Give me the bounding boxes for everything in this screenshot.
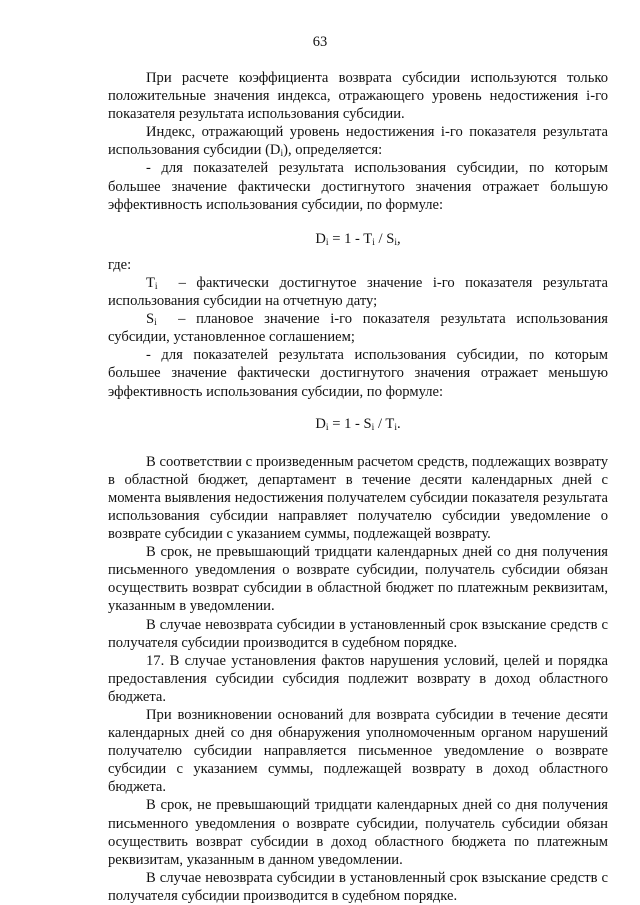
definition-si: $S_i$ – плановое значение i-го показателя результата использования субсидии, установленное соглашением; — [108, 311, 608, 346]
paragraph: - для показателей результата использования субсидии, по которым большее значение фактически достигнутого значения отражает большую эффективность использования субсидии, по формуле: — [108, 160, 608, 213]
paragraph: В случае невозврата субсидии в установленный срок взыскание средств с получателя субсидии производится в судебном порядке. — [108, 616, 608, 651]
paragraph: При расчете коэффициента возврата субсидии используются только положительные значения индекса, отражающего уровень недостижения i-го показателя результата использования субсидии. — [108, 70, 608, 123]
paragraph: В соответствии с произведенным расчетом средств, подлежащих возврату в областной бюджет, департамент в течение десяти календарных дней с момента выявления недостижения получателем субсидии показателя результата использования субсидии направляет получателю субсидии уведомление о возврате субсидии с указанием суммы, подлежащей возврату. — [108, 453, 608, 543]
formula-2: $D_i = 1 - S_i / T_i$. — [315, 415, 401, 433]
paragraph: В случае невозврата субсидии в установленный срок взыскание средств с получателя субсидии производится в судебном порядке. — [108, 869, 608, 904]
page-number: 63 — [312, 34, 328, 50]
paragraph: В срок, не превышающий тридцати календарных дней со дня получения письменного уведомления о возврате субсидии, получатель субсидии обязан осуществить возврат субсидии в областной бюджет по платежным реквизитам, указанным в уведомлении. — [108, 544, 608, 615]
definition-ti: $T_i$ – фактически достигнутое значение i-го показателя результата использования субсидии на отчетную дату; — [108, 274, 608, 310]
paragraph: Индекс, отражающий уровень недостижения i-го показателя результата использования субсидии $(D_i)$, определяется: — [108, 124, 608, 160]
document-body — [108, 69, 608, 905]
paragraph: - для показателей результата использования субсидии, по которым большее значение фактически достигнутого значения отражает меньшую эффективность использования субсидии, по формуле: — [108, 347, 608, 400]
formula-1: $D_i = 1 - T_i / S_i$, — [315, 230, 401, 248]
paragraph: При возникновении оснований для возврата субсидии в течение десяти календарных дней со дня обнаружения уполномоченным органом нарушений получателю субсидии направляется письменное уведомление о возврате субсидии с указанием суммы, подлежащей возврату в доход областного бюджета. — [108, 707, 608, 796]
paragraph: 17. В случае установления фактов нарушения условий, целей и порядка предоставления субсидии субсидия подлежит возврату в доход областного бюджета. — [108, 652, 608, 705]
paragraph: где: — [108, 256, 132, 273]
paragraph: В срок, не превышающий тридцати календарных дней со дня получения письменного уведомления о возврате субсидии, получатель субсидии обязан осуществить возврат субсидии в доход областного бюджета по платежным реквизитам, указанным в данном уведомлении. — [108, 797, 608, 868]
